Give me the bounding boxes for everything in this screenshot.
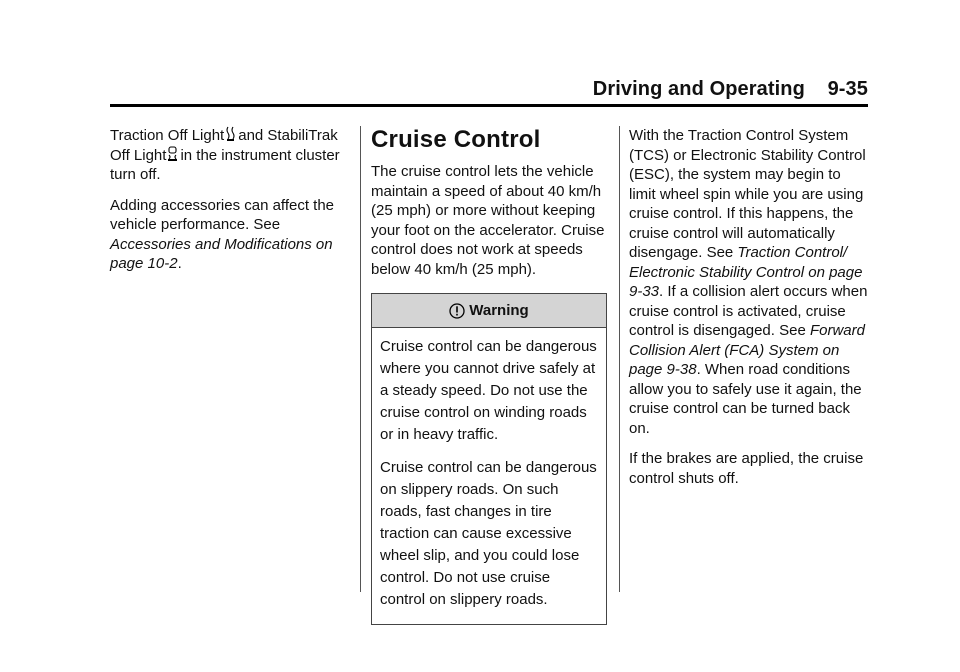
brakes-paragraph: If the brakes are applied, the cruise control shuts off. (629, 450, 864, 487)
tcs-text-b: . If a collision alert occurs when cruise control is activated, cruise control is disengaged. See (629, 283, 868, 339)
accessories-ref[interactable]: Accessories and Modifications on page 10-2 (110, 235, 333, 272)
tcs-ref-1[interactable]: Traction Control/ Electronic Stability Control on page 9-33 (629, 244, 863, 300)
accessories-text: Adding accessories can affect the vehicle performance. See (110, 196, 335, 233)
column-1 (110, 126, 350, 285)
warning-label: Warning (469, 301, 529, 319)
traction-paragraph (110, 126, 350, 185)
traction-text-2: and StabiliTrak Off Light (110, 127, 338, 164)
warning-header (372, 294, 606, 328)
accessories-end: . (177, 255, 182, 272)
accessories-paragraph (110, 196, 350, 274)
warning-box (371, 293, 607, 625)
column-divider-1 (360, 126, 361, 592)
tcs-paragraph (629, 126, 869, 438)
traction-text-3: in the instrument cluster turn off. (110, 146, 340, 183)
header-rule (110, 104, 868, 107)
cruise-intro: The cruise control lets the vehicle maintain a speed of about 40 km/h (25 mph) or more without keeping your foot on the accelerator. Cruise control does not work at speeds below 40 km/h (25 mph). (371, 163, 605, 278)
stabilitrak-off-icon (167, 146, 178, 162)
warning-paragraph-2: Cruise control can be dangerous on slippery roads. On such roads, fast changes in tire traction can cause excessive wheel slip, and you could lose control. Do not use cruise control on slippery roads. (380, 459, 597, 608)
tcs-ref-2[interactable]: Forward Collision Alert (FCA) System on page 9-38 (629, 322, 865, 378)
page-header (110, 76, 868, 102)
header-title (593, 78, 868, 101)
tcs-text-a: With the Traction Control System (TCS) or Electronic Stability Control (ESC), the system may begin to limit wheel spin while you are using cruise control. If this happens, the cruise control will automatically disengage. See (629, 127, 866, 261)
traction-text-1: Traction Off Light (110, 127, 225, 144)
warning-paragraph-1: Cruise control can be dangerous where you cannot drive safely at a steady speed. Do not use the cruise control on winding roads or in heavy traffic. (380, 338, 597, 443)
tcs-text-c: . When road conditions allow you to safely use it again, the cruise control can be turned back on. (629, 361, 862, 437)
warning-body (372, 328, 606, 624)
section-title: Cruise Control (371, 126, 541, 153)
column-divider-2 (619, 126, 620, 592)
warning-icon (449, 303, 465, 319)
traction-off-icon (225, 126, 236, 142)
column-3 (629, 126, 869, 499)
page-number: 9-35 (827, 78, 868, 100)
header-section: Driving and Operating (592, 78, 805, 100)
column-2 (371, 126, 607, 625)
